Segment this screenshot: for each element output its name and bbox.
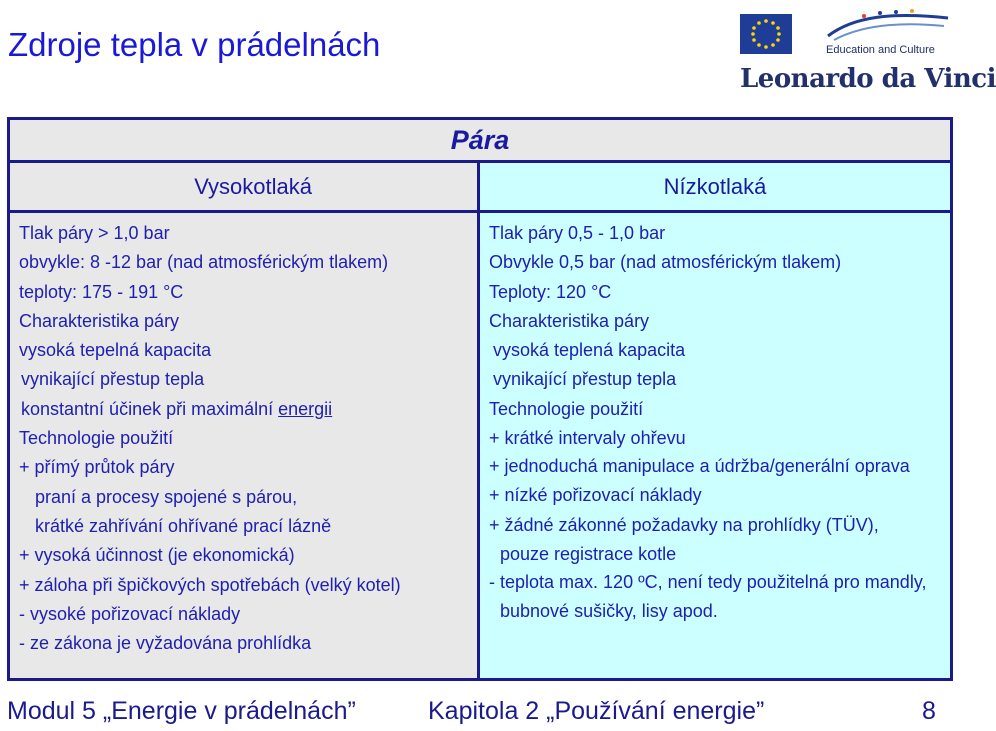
list-item: + krátké intervaly ohřevu [489,428,686,449]
list-item: bubnové sušičky, lisy apod. [500,601,718,622]
footer-module: Modul 5 „Energie v prádelnách” [7,697,356,725]
steam-comparison-table [7,117,953,681]
logo-name-text: Leonardo da Vinci [740,64,996,94]
section-heading: Charakteristika páry [489,310,650,331]
list-item: pouze registrace kotle [500,543,677,564]
list-item: teploty: 175 - 191 °C [19,281,184,302]
table-header: Pára [10,120,950,163]
list-item: + jednoduchá manipulace a údržba/generální oprava [489,456,910,477]
list-item: vysoká teplená kapacita [493,340,686,361]
list-item: vysoká tepelná kapacita [19,340,212,361]
low-pressure-column [480,163,950,678]
list-item: + vysoká účinnost (je ekonomická) [19,545,295,566]
eu-flag-icon [740,14,792,54]
list-item: - vysoké pořizovací náklady [19,603,241,624]
leonardo-logo [740,6,996,96]
swoosh-icon [824,6,952,42]
list-item: vynikající přestup tepla [21,369,205,390]
high-pressure-title: Vysokotlaká [10,163,477,213]
list-item: Teploty: 120 °C [489,281,612,302]
list-item: + přímý průtok páry [19,457,175,478]
section-heading: Charakteristika páry [19,310,180,331]
list-item: vynikající přestup tepla [493,369,677,390]
section-heading: Technologie použití [19,428,174,449]
high-pressure-column [10,163,480,678]
page-title: Zdroje tepla v prádelnách [8,26,381,63]
section-heading: Technologie použití [489,398,644,419]
list-item: Obvykle 0,5 bar (nad atmosférickým tlakem) [489,252,842,273]
list-item: Tlak páry 0,5 - 1,0 bar [489,223,666,243]
list-item: krátké zahřívání ohřívané prací lázně [35,515,332,536]
low-pressure-title: Nízkotlaká [480,163,950,213]
page-number: 8 [922,697,936,725]
list-item: obvykle: 8 -12 bar (nad atmosférickým tlakem) [19,252,389,273]
list-item: - teplota max. 120 ºC, není tedy použitelná pro mandly, [489,572,927,593]
footer-chapter: Kapitola 2 „Používání energie” [428,697,765,725]
list-item-text: konstantní účinek při maximální [21,398,274,419]
logo-program-text: Education and Culture [826,44,935,56]
list-item [10,395,477,424]
list-item: Tlak páry > 1,0 bar [19,223,170,243]
list-item: + nízké pořizovací náklady [489,485,702,506]
list-item: - ze zákona je vyžadována prohlídka [19,633,312,654]
list-item: + záloha při špičkových spotřebách (velký kotel) [19,574,401,595]
list-item: praní a procesy spojené s párou, [35,486,298,507]
list-item: + žádné zákonné požadavky na prohlídky (TÜV), [489,514,879,535]
energy-link[interactable]: energii [278,398,333,419]
